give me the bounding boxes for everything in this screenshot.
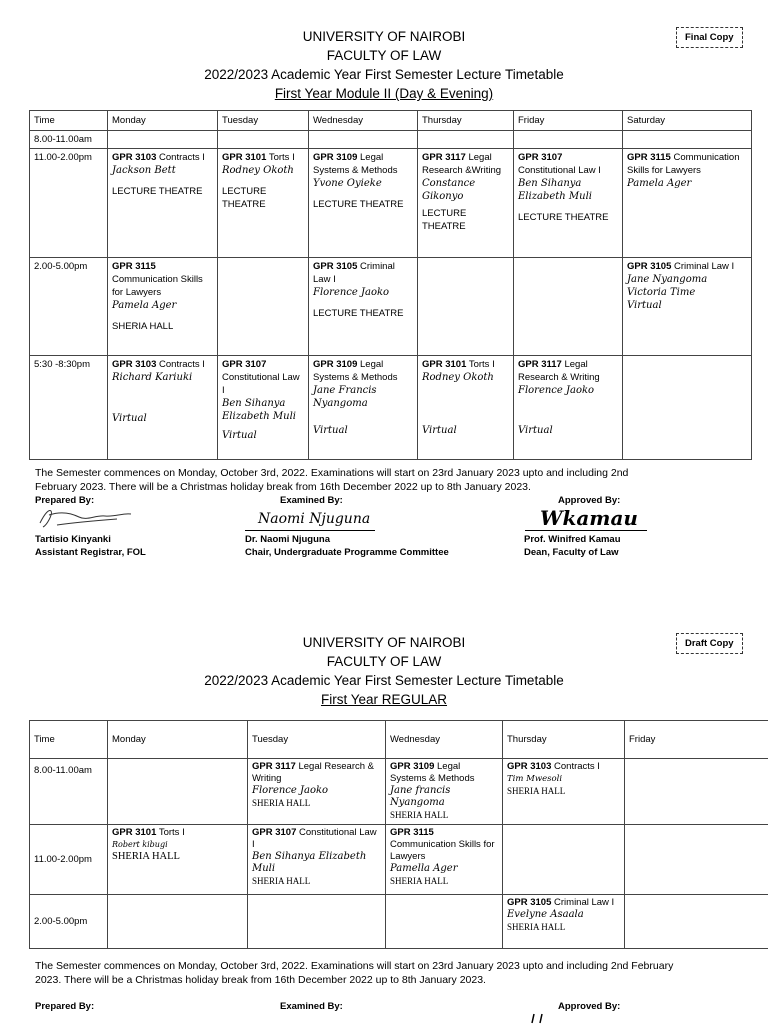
- lecture-cell: [418, 356, 514, 460]
- course-code: GPR 3115: [390, 827, 434, 838]
- course-code: GPR 3115: [627, 152, 671, 163]
- approved-by-label: Approved By:: [558, 1001, 621, 1012]
- semester-note-line: 2023. There will be a Christmas holiday break from 16th December 2022 up to 8th January 2023.: [35, 974, 486, 986]
- lecturer-name: Pamela Ager: [112, 300, 177, 311]
- table-row: [30, 149, 752, 258]
- lecture-cell: [309, 356, 418, 460]
- university-name: UNIVERSITY OF NAIROBI: [302, 635, 466, 650]
- lecture-cell: [309, 149, 418, 258]
- course-name: Legal Systems & Methods: [313, 152, 398, 176]
- course-name: Legal Research &Writing: [422, 152, 502, 176]
- course-code: GPR 3117: [252, 761, 296, 772]
- examiner-title: Chair, Undergraduate Programme Committee: [245, 547, 449, 558]
- examined-by-label: Examined By:: [280, 495, 343, 506]
- timetable-title: 2022/2023 Academic Year First Semester Lecture Timetable: [204, 673, 564, 688]
- lecture-cell: [218, 356, 309, 460]
- lecture-cell: [386, 759, 503, 825]
- lecturer-name: Tim Mwesoli: [507, 774, 563, 784]
- column-header: Time: [30, 111, 108, 131]
- examiner-name: Dr. Naomi Njuguna: [245, 534, 330, 545]
- time-slot: 11.00-2.00pm: [30, 149, 108, 258]
- course-name: Contracts I: [159, 359, 205, 370]
- course-name: Communication Skills for Lawyers: [390, 839, 495, 862]
- venue: SHERIA HALL: [112, 321, 174, 332]
- venue: SHERIA HALL: [390, 810, 449, 820]
- lecturer-name: Ben Sihanya Elizabeth Muli: [252, 851, 367, 874]
- draft-copy-badge: Draft Copy: [676, 633, 743, 654]
- lecture-cell: [108, 356, 218, 460]
- course-name: Torts I: [268, 152, 295, 163]
- column-header: Thursday: [503, 721, 625, 759]
- course-name: Legal Systems & Methods: [390, 761, 475, 784]
- lecture-cell: [503, 759, 625, 825]
- course-code: GPR 3107: [518, 152, 563, 163]
- column-header: Thursday: [418, 111, 514, 131]
- lecture-cell: [248, 825, 386, 895]
- time-slot: 2.00-5.00pm: [30, 895, 108, 949]
- course-code: GPR 3109: [313, 359, 358, 370]
- lecturer-name: Jane francis Nyangoma: [390, 785, 451, 808]
- course-name: Constitutional Law I: [518, 165, 601, 176]
- course-code: GPR 3103: [112, 359, 157, 370]
- timetable-table: [29, 720, 768, 949]
- semester-note-line: The Semester commences on Monday, October 3rd, 2022. Examinations will start on 23rd January 2023 upto and including 2nd: [35, 467, 629, 479]
- lecturer-name: Evelyne Asaala: [507, 909, 584, 920]
- venue: SHERIA HALL: [507, 786, 566, 796]
- venue: LECTURE THEATRE: [222, 186, 267, 210]
- column-header: Friday: [625, 721, 768, 759]
- approver-title: Dean, Faculty of Law: [524, 547, 619, 558]
- preparer-signature: [35, 505, 135, 531]
- course-name: Torts I: [158, 827, 185, 838]
- course-code: GPR 3109: [390, 761, 435, 772]
- lecture-cell: [108, 149, 218, 258]
- faculty-name: FACULTY OF LAW: [326, 654, 442, 669]
- preparer-title: Assistant Registrar, FOL: [35, 547, 146, 558]
- time-slot: 11.00-2.00pm: [30, 825, 108, 895]
- course-name: Constitutional Law I: [252, 827, 377, 850]
- module-title: First Year Module II (Day & Evening): [274, 86, 494, 101]
- course-code: GPR 3109: [313, 152, 358, 163]
- course-name: Torts I: [468, 359, 495, 370]
- faculty-name: FACULTY OF LAW: [326, 48, 442, 63]
- semester-note: [35, 959, 745, 987]
- venue: Virtual: [518, 425, 553, 436]
- course-code: GPR 3105: [627, 261, 672, 272]
- table-header-row: [30, 111, 752, 131]
- venue: SHERIA HALL: [252, 798, 311, 808]
- venue: LECTURE THEATRE: [112, 186, 203, 197]
- examined-by-label: Examined By:: [280, 1001, 343, 1012]
- time-slot: 5:30 -8:30pm: [30, 356, 108, 460]
- lecture-cell: [623, 149, 752, 258]
- semester-note-line: The Semester commences on Monday, October 3rd, 2022. Examinations will start on 23rd January 2023 upto and including 2nd February: [35, 960, 674, 972]
- table-row: [30, 895, 768, 949]
- lecturer-name: Ben Sihanya Elizabeth Muli: [518, 178, 592, 202]
- lecturer-name: Constance Gikonyo: [422, 178, 476, 202]
- approved-by-label: Approved By:: [558, 495, 621, 506]
- venue: Virtual: [627, 300, 662, 311]
- lecturer-name: Florence Jaoko: [252, 785, 329, 796]
- timetable-title: 2022/2023 Academic Year First Semester Lecture Timetable: [204, 67, 564, 82]
- preparer-name: Tartisio Kinyanki: [35, 534, 111, 545]
- course-code: GPR 3105: [313, 261, 358, 272]
- course-code: GPR 3101: [222, 152, 267, 163]
- table-row: [30, 759, 768, 825]
- semester-note-line: February 2023. There will be a Christmas holiday break from 16th December 2022 up to 8th January 2023.: [35, 481, 531, 493]
- course-name: Legal Research & Writing: [518, 359, 600, 383]
- course-code: GPR 3115: [112, 261, 156, 272]
- course-name: Contracts I: [554, 761, 600, 772]
- course-code: GPR 3103: [507, 761, 552, 772]
- course-name: Legal Systems & Methods: [313, 359, 398, 383]
- venue: Virtual: [222, 430, 257, 441]
- venue: SHERIA HALL: [112, 851, 180, 862]
- module-title: First Year REGULAR: [320, 692, 448, 707]
- lecture-cell: [623, 258, 752, 356]
- lecturer-name: Robert kibugi: [112, 840, 168, 849]
- column-header: Time: [30, 721, 108, 759]
- lecture-cell: [514, 356, 623, 460]
- course-name: Criminal Law I: [313, 261, 395, 285]
- table-row: [30, 131, 752, 149]
- venue: LECTURE THEATRE: [422, 208, 467, 232]
- preparer-block: [35, 533, 146, 559]
- lecturer-name: Jane Nyangoma Victoria Time: [627, 274, 708, 298]
- lecture-cell: [309, 258, 418, 356]
- lecture-cell: [418, 149, 514, 258]
- lecturer-name: Florence Jaoko: [313, 287, 390, 298]
- lecturer-name: Jackson Bett: [112, 165, 176, 176]
- table-row: [30, 258, 752, 356]
- lecturer-name: Richard Kariuki: [112, 372, 193, 383]
- column-header: Wednesday: [386, 721, 503, 759]
- page-header: [0, 633, 768, 709]
- course-code: GPR 3105: [507, 897, 552, 908]
- lecture-cell: [218, 149, 309, 258]
- lecture-cell: [386, 825, 503, 895]
- lecturer-name: Florence Jaoko: [518, 385, 595, 396]
- column-header: Wednesday: [309, 111, 418, 131]
- final-copy-badge: Final Copy: [676, 27, 743, 48]
- venue: LECTURE THEATRE: [313, 199, 404, 210]
- lecturer-name: Rodney Okoth: [222, 165, 294, 176]
- venue: LECTURE THEATRE: [313, 308, 404, 319]
- course-code: GPR 3117: [518, 359, 562, 370]
- time-slot: 2.00-5.00pm: [30, 258, 108, 356]
- approver-signature-fragment: [528, 1012, 558, 1024]
- venue: Virtual: [313, 425, 348, 436]
- course-name: Legal Research & Writing: [252, 761, 375, 784]
- lecturer-name: Ben Sihanya Elizabeth Muli: [222, 398, 296, 422]
- venue: SHERIA HALL: [390, 876, 449, 886]
- page-header: [0, 27, 768, 103]
- course-code: GPR 3117: [422, 152, 466, 163]
- course-code: GPR 3107: [222, 359, 267, 370]
- table-row: [30, 825, 768, 895]
- course-code: GPR 3101: [422, 359, 467, 370]
- time-slot: 8.00-11.00am: [30, 759, 108, 825]
- venue: Virtual: [422, 425, 457, 436]
- time-slot: 8.00-11.00am: [30, 131, 108, 149]
- column-header: Monday: [108, 111, 218, 131]
- column-header: Friday: [514, 111, 623, 131]
- lecturer-name: Pamela Ager: [627, 178, 692, 189]
- university-name: UNIVERSITY OF NAIROBI: [302, 29, 466, 44]
- table-row: [30, 356, 752, 460]
- lecturer-name: Rodney Okoth: [422, 372, 494, 383]
- course-name: Criminal Law I: [674, 261, 735, 272]
- course-name: Communication Skills for Lawyers: [112, 274, 203, 298]
- course-code: GPR 3103: [112, 152, 157, 163]
- column-header: Tuesday: [218, 111, 309, 131]
- lecturer-name: Pamella Ager: [390, 863, 458, 874]
- prepared-by-label: Prepared By:: [35, 495, 95, 506]
- lecture-cell: [108, 825, 248, 895]
- venue: LECTURE THEATRE: [518, 212, 609, 223]
- venue: SHERIA HALL: [252, 876, 311, 886]
- lecture-cell: [503, 895, 625, 949]
- lecture-cell: [514, 149, 623, 258]
- approver-signature: Wkamau: [540, 506, 638, 530]
- course-code: GPR 3107: [252, 827, 297, 838]
- examiner-signature: Naomi Njuguna: [258, 511, 371, 527]
- lecture-cell: [248, 759, 386, 825]
- venue: SHERIA HALL: [507, 922, 566, 932]
- table-header-row: [30, 721, 768, 759]
- venue: Virtual: [112, 413, 147, 424]
- semester-note: [35, 466, 735, 494]
- column-header: Saturday: [623, 111, 752, 131]
- lecture-cell: [108, 258, 218, 356]
- examiner-block: [245, 533, 449, 559]
- course-name: Communication Skills for Lawyers: [627, 152, 740, 176]
- column-header: Tuesday: [248, 721, 386, 759]
- course-name: Constitutional Law I: [222, 372, 300, 396]
- approver-block: [524, 533, 621, 559]
- timetable-table: [29, 110, 752, 460]
- column-header: Monday: [108, 721, 248, 759]
- approver-name: Prof. Winifred Kamau: [524, 534, 621, 545]
- course-name: Criminal Law I: [554, 897, 615, 908]
- course-name: Contracts I: [159, 152, 205, 163]
- lecturer-name: Yvone Oyieke: [313, 178, 382, 189]
- lecturer-name: Jane Francis Nyangoma: [313, 385, 377, 409]
- prepared-by-label: Prepared By:: [35, 1001, 95, 1012]
- course-code: GPR 3101: [112, 827, 157, 838]
